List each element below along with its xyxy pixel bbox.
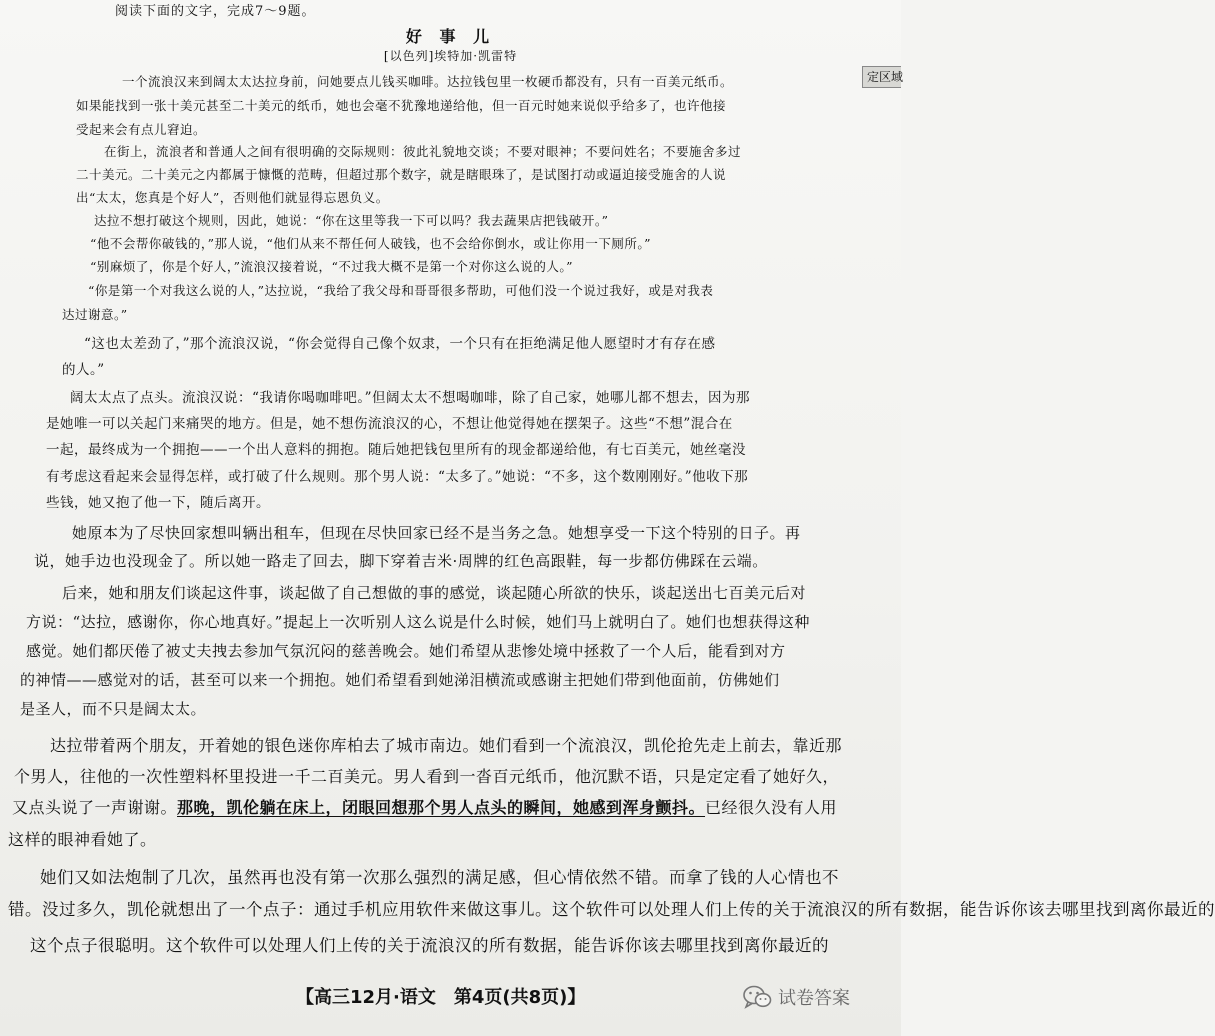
text-line: 达拉带着两个朋友，开着她的银色迷你库柏去了城市南边。她们看到一个流浪汉，凯伦抢先走上前去，靠近那 <box>50 736 843 755</box>
text-line: 的神情——感觉对的话，甚至可以来一个拥抱。她们希望看到她涕泪横流或感谢主把她们带到他面前，仿佛她们 <box>20 671 780 689</box>
text-line: 后来，她和朋友们谈起这件事，谈起做了自己想做的事的感觉，谈起随心所欲的快乐，谈起送出七百美元后对 <box>62 584 807 602</box>
text-line: 有考虑这看起来会显得怎样，或打破了什么规则。那个男人说：“太多了。”她说：“不多，这个数刚刚好。”他收下那 <box>46 469 749 485</box>
wechat-icon <box>742 984 772 1010</box>
text-line: 是她唯一可以关起门来痛哭的地方。但是，她不想伤流浪汉的心，不想让他觉得她在摆架子。这些“不想”混合在 <box>46 416 733 432</box>
text-line: 一起，最终成为一个拥抱——一个出人意料的拥抱。随后她把钱包里所有的现金都递给他，有七百美元，她丝毫没 <box>46 442 746 458</box>
article-author: [以色列]埃特加·凯雷特 <box>383 49 518 63</box>
text-line <box>12 795 837 818</box>
text-line: 如果能找到一张十美元甚至二十美元的纸币，她也会毫不犹豫地递给他，但一百元时她来说似乎给多了，也许他接 <box>76 98 727 113</box>
text-line: 这样的眼神看她了。 <box>8 830 157 849</box>
text-line: 达过谢意。” <box>62 307 128 322</box>
watermark-text: 试卷答案 <box>778 988 850 1009</box>
text-line: 达拉不想打破这个规则，因此，她说：“你在这里等我一下可以吗？我去蔬果店把钱破开。” <box>94 213 609 228</box>
underlined-sentence: 那晚，凯伦躺在床上，闭眼回想那个男人点头的瞬间，她感到浑身颤抖。 <box>177 798 706 817</box>
text-line: “这也太差劲了，”那个流浪汉说，“你会觉得自己像个奴隶，一个只有在拒绝满足他人愿望时才有存在感 <box>84 336 716 352</box>
text-line: 是圣人，而不只是阔太太。 <box>20 700 207 718</box>
page-footer: 【高三12月·语文 第4页(共8页)】 <box>296 987 586 1008</box>
text-line: 二十美元。二十美元之内都属于慷慨的范畴，但超过那个数字，就是瞎眼珠了，是试图打动或逼迫接受施舍的人说 <box>76 167 727 182</box>
text-line: 她们又如法炮制了几次，虽然再也没有第一次那么强烈的满足感，但心情依然不错。而拿了钱的人心情也不 <box>40 868 839 887</box>
text-line: “你是第一个对我这么说的人，”达拉说，“我给了我父母和哥哥很多帮助，可他们没一个说过我好，或是对我表 <box>88 283 714 298</box>
text-line: 错。没过多久，凯伦就想出了一个点子：通过手机应用软件来做这事儿。这个软件可以处理人们上传的关于流浪汉的所有数据，能告诉你该去哪里找到离你最近的 <box>8 900 1215 919</box>
instruction-text: 阅读下面的文字，完成7～9题。 <box>115 4 316 19</box>
text-line: 出“太太，您真是个好人”，否则他们就显得忘恩负义。 <box>76 190 389 205</box>
text-line: 方说：“达拉，感谢你，你心地真好。”提起上一次听别人这么说是什么时候，她们马上就明白了。她们也想获得这种 <box>26 613 810 631</box>
text-line: 在街上，流浪者和普通人之间有很明确的交际规则：彼此礼貌地交谈；不要对眼神；不要问姓名；不要施舍多过 <box>104 144 742 159</box>
text-line: 个男人，往他的一次性塑料杯里投进一千二百美元。男人看到一沓百元纸币，他沉默不语，只是定定看了她好久， <box>14 767 840 786</box>
text-line: 这个点子很聪明。这个软件可以处理人们上传的关于流浪汉的所有数据，能告诉你该去哪里找到离你最近的 <box>30 936 829 955</box>
text-line: 阔太太点了点头。流浪汉说：“我请你喝咖啡吧。”但阔太太不想喝咖啡，除了自己家，她哪儿都不想去，因为那 <box>70 390 751 406</box>
text-line: 说，她手边也没现金了。所以她一路走了回去，脚下穿着吉米·周牌的红色高跟鞋，每一步都仿佛踩在云端。 <box>34 552 768 570</box>
side-tab-label: 定区域 <box>862 66 901 88</box>
text-segment: 已经很久没有人用 <box>705 798 838 817</box>
text-segment: 又点头说了一声谢谢。 <box>12 798 178 817</box>
text-line: 受起来会有点儿窘迫。 <box>76 122 207 137</box>
text-line: 她原本为了尽快回家想叫辆出租车，但现在尽快回家已经不是当务之急。她想享受一下这个特别的日子。再 <box>72 524 801 542</box>
watermark <box>742 984 850 1010</box>
text-line: 的人。” <box>62 362 105 378</box>
text-line: 些钱，她又抱了他一下，随后离开。 <box>46 495 270 511</box>
text-line: “别麻烦了，你是个好人，”流浪汉接着说，“不过我大概不是第一个对你这么说的人。” <box>90 259 574 274</box>
article-title: 好 事 儿 <box>405 27 496 46</box>
text-line: 一个流浪汉来到阔太太达拉身前，问她要点儿钱买咖啡。达拉钱包里一枚硬币都没有，只有一百美元纸币。 <box>122 74 734 89</box>
text-line: 感觉。她们都厌倦了被丈夫拽去参加气氛沉闷的慈善晚会。她们希望从悲惨处境中拯救了一个人后，能看到对方 <box>26 642 786 660</box>
text-line: “他不会帮你破钱的，”那人说，“他们从来不帮任何人破钱，也不会给你倒水，或让你用一下厕所。” <box>90 236 652 251</box>
